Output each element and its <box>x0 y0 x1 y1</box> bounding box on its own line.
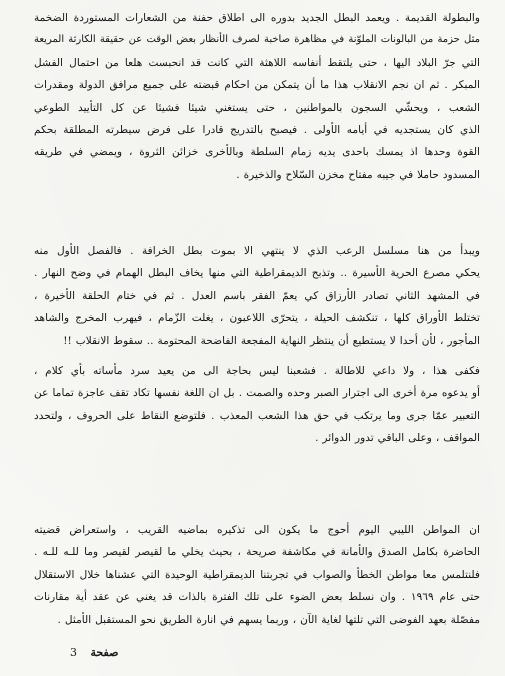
text-line: مثل حزمة من البالونات الملوّنة في مظاهرة صاخبة لصرف الأنظار بعض الوقت عن حقيقة الكارثة المريعة <box>34 34 480 46</box>
text-line: الحاضرة بكامل الصدق والأمانة في مكاشفة صريحة ، بحيث يخلي ما لقيصر لقيصر وما للـه للـه . <box>34 546 480 559</box>
text-line: في المشهد الثاني تصادر الأرزاق كي يعمّ الفقر باسم العدل . ثم في ختام الحلقة الأخيرة ، <box>34 289 480 302</box>
page-number: 3 <box>70 646 77 659</box>
paragraph-4 <box>34 519 480 631</box>
text-line: والبطولة القديمة . ويعمد البطل الجديد بدوره الى اطلاق حفنة من الشعارات المستوردة الضخمة <box>34 12 480 24</box>
page-footer <box>70 646 118 659</box>
paragraph-1 <box>34 7 480 186</box>
text-line: الشعب ، ويحشّي السجون بالمواطنين ، حتى يستغني شيئا فشيئا عن كل التأييد الطوعي <box>34 101 480 114</box>
text-line: ان المواطن الليبي اليوم أحوج ما يكون الى تذكيره بماضيه القريب ، واستعراض قضيته <box>34 524 480 536</box>
text-line: فكفى هذا ، ولا داعي للاطالة . فشعبنا ليس بحاجة الى من يعيد سرد مأساته بأي كلام ، <box>34 365 480 377</box>
text-line: القوة وحدها اذ يمسك باحدى يديه زمام السلطة وبالأخرى خزائن الثروة ، ويمضي في طريقه <box>34 146 480 159</box>
text-line: تختلط الأوراق كلها ، تنكشف الحيلة ، يتحرّى اللاعبون ، يغلت الزّمام ، فيهرب المخرج والشاهد <box>34 312 480 325</box>
text-line: التعبير عمّا جرى وما يرتكب في حق هذا الشعب المعذب . فلتوضع النقاط على الحروف ، ولتحدد <box>34 409 480 422</box>
text-line: ويبدأ من هنا مسلسل الرعب الذي لا ينتهي الا بموت بطل الخرافة . فالفصل الأول منه <box>34 245 480 257</box>
text-line: يحكي مصرع الحرية الأسيرة .. وتذبح الديمقراطية التي منها يخاف البطل الهمام في وضح النهار . <box>34 267 480 280</box>
text-line: التي جرّ البلاد اليها ، حتى يلتقط أنفاسه اللاهثة التي كانت قد انحبست هلعا من احتمال الفشل <box>34 56 480 69</box>
text-line: المسدود حاملا في جيبه مفتاح مخزن السّلاح والذخيرة . <box>236 168 480 181</box>
text-line: المواقف ، وعلى الباقي تدور الدوائر . <box>315 432 480 445</box>
text-line: المبكر . ثم ان نجم الانقلاب هذا ما أن يتمكن من احكام قبضته على جميع مرافق الدولة ومقدرات <box>34 79 480 92</box>
text-line: مفصّلة بعهد الفوضى التي تلتها لغاية الآن ، وربما يسهم في انارة الطريق نحو المستقبل الأمثل . <box>57 613 480 626</box>
page-label: صفحة <box>90 646 119 659</box>
paragraph-3 <box>34 360 480 450</box>
text-line: المأجور ، لأن أحدا لا يستطيع أن ينتظر النهاية المفجعة الفاضحة المحتومة .. سقوط الانقلاب !! <box>63 334 480 347</box>
paragraph-2 <box>34 240 480 352</box>
text-line: فلنتلمس معا مواطن الخطأ والصواب في تجربتنا الديمقراطية الوحيدة التي عشناها خلال الاستقلال <box>34 568 480 581</box>
text-line: الذي كان يستجديه في أيامه الأولى . فيصبح بالتدريج قادرا على فرض سيطرته المطلقة بحكم <box>34 124 480 137</box>
text-line: أو يدعوه مرة أخرى الى اجترار الصبر وحده والصمت . بل ان اللغة نفسها تكاد تقف عاجزة تماما عن <box>34 387 480 400</box>
text-line: حتى عام ١٩٦٩ . وان نسلط بعض الضوء على تلك الفترة بالذات قد يغني عن عقد أية مقارنات <box>34 591 480 604</box>
